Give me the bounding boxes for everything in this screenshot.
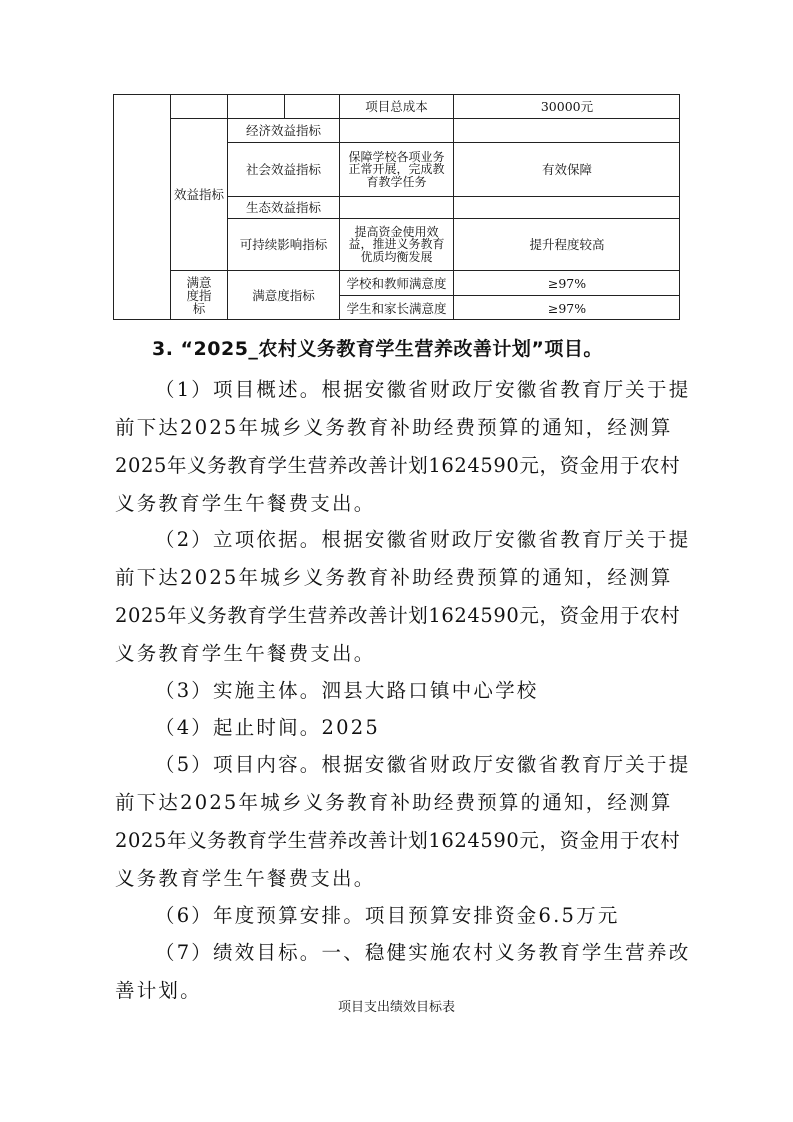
paragraph-line: 2025年义务教育学生营养改善计划1624590元，资金用于农村: [115, 829, 681, 852]
economic-label: 经济效益指标: [245, 123, 321, 138]
social-desc: 保障学校各项业务正常开展，完成教育教学任务: [348, 149, 445, 189]
paragraph-line: 义务教育学生午餐费支出。: [115, 642, 376, 665]
paragraph-line: （6）年度预算安排。项目预算安排资金6.5万元: [155, 904, 620, 927]
table-caption: 项目支出绩效目标表: [337, 1000, 455, 1015]
paragraph-line: 善计划。: [115, 979, 202, 1002]
performance-table: [113, 94, 680, 320]
eco-label: 生态效益指标: [245, 200, 321, 215]
satisfaction-indicator: 满意度指标: [186, 275, 212, 316]
paragraph-line: （2）立项依据。根据安徽省财政厅安徽省教育厅关于提: [155, 528, 691, 551]
sustain-value: 提升程度较高: [529, 237, 605, 252]
sustain-desc: 提高资金使用效益，推进义务教育优质均衡发展: [348, 224, 445, 264]
paragraph-line: 前下达2025年城乡义务教育补助经费预算的通知，经测算: [115, 791, 673, 814]
school-teacher-label: 学校和教师满意度: [346, 275, 447, 291]
sustain-label: 可持续影响指标: [239, 237, 328, 252]
paragraph-line: 前下达2025年城乡义务教育补助经费预算的通知，经测算: [115, 416, 673, 439]
student-parent-label: 学生和家长满意度: [346, 300, 447, 316]
paragraph-line: （3）实施主体。泗县大路口镇中心学校: [155, 679, 539, 702]
paragraph-line: （1）项目概述。根据安徽省财政厅安徽省教育厅关于提: [155, 378, 691, 401]
paragraph-line: 2025年义务教育学生营养改善计划1624590元，资金用于农村: [115, 604, 681, 627]
paragraph-line: （4）起止时间。2025: [155, 716, 380, 739]
section-title: 3. “2025_农村义务教育学生营养改善计划”项目。: [152, 338, 603, 360]
paragraph-line: （7）绩效目标。一、稳健实施农村义务教育学生营养改: [155, 941, 691, 964]
paragraph-line: 义务教育学生午餐费支出。: [115, 492, 376, 515]
social-value: 有效保障: [541, 162, 592, 177]
student-parent-value: ≥97%: [547, 300, 587, 316]
benefit-indicator: 效益指标: [173, 187, 224, 202]
paragraph-line: （5）项目内容。根据安徽省财政厅安徽省教育厅关于提: [155, 753, 691, 776]
paragraph-line: 义务教育学生午餐费支出。: [115, 867, 376, 890]
paragraph-line: 2025年义务教育学生营养改善计划1624590元，资金用于农村: [115, 454, 681, 477]
social-label: 社会效益指标: [245, 162, 321, 177]
satisfaction-sub: 满意度指标: [252, 288, 315, 303]
total-cost-label: 项目总成本: [365, 98, 428, 114]
total-cost-value: 30000元: [540, 98, 594, 114]
school-teacher-value: ≥97%: [547, 275, 587, 291]
paragraph-line: 前下达2025年城乡义务教育补助经费预算的通知，经测算: [115, 566, 673, 589]
